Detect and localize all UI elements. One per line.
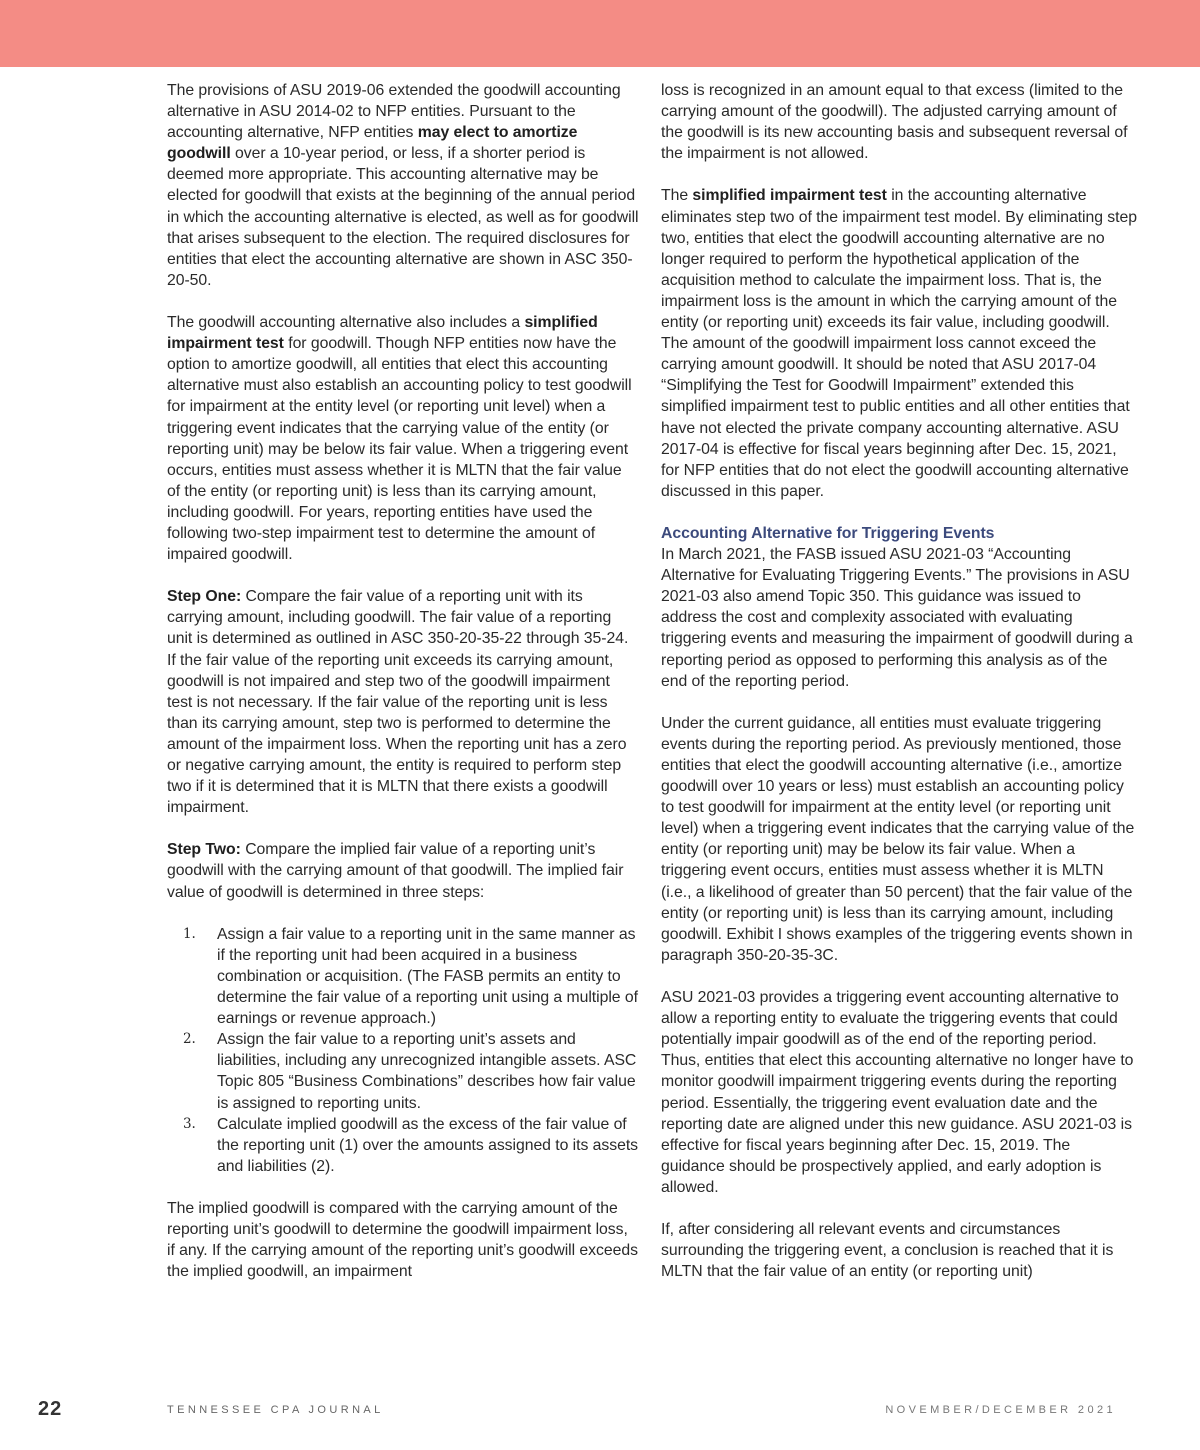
page-number: 22 (38, 1398, 63, 1420)
journal-title: TENNESSEE CPA JOURNAL (167, 1404, 384, 1416)
paragraph: The implied goodwill is compared with the carrying amount of the reporting unit’s goodwill to determine the goodwill impairment loss, if any. If the carrying amount of the reporting unit’s goodwill exceeds the implied goodwill, an impairment (167, 1199, 638, 1281)
paragraph-step-two: Step Two: Compare the implied fair value of a reporting unit’s goodwill with the carrying amount of that goodwill. The implied fair value of goodwill is determined in three steps: (167, 841, 624, 901)
steps-list (167, 924, 639, 1177)
paragraph: The provisions of ASU 2019-06 extended the goodwill accounting alternative in ASU 2014-02 to NFP entities. Pursuant to the accounting alternative, NFP entities may elect to amortize goodwill over a 10-year period, or less, if a shorter period is deemed more appropriate. This accounting alternative may be elected for goodwill that exists at the beginning of the annual period in which the accounting alternative is elected, as well as for goodwill that arises subsequent to the election. The required disclosures for entities that elect the accounting alternative are shown in ASC 350-20-50. (167, 82, 639, 289)
right-column (661, 80, 1137, 1303)
paragraph: In March 2021, the FASB issued ASU 2021-03 “Accounting Alternative for Evaluating Triggering Events.” The provisions in ASU 2021-03 also amend Topic 350. This guidance was issued to address the cost and complexity associated with evaluating triggering events and measuring the impairment of goodwill during a reporting period as opposed to performing this analysis as of the end of the reporting period. (661, 546, 1133, 690)
list-number: 1. (183, 925, 196, 942)
paragraph: ASU 2021-03 provides a triggering event accounting alternative to allow a reporting entity to evaluate the triggering events that could potentially impair goodwill as of the end of the reporting period. Thus, entities that elect this accounting alternative no longer have to monitor goodwill impairment triggering events during the reporting period. Essentially, the triggering event evaluation date and the reporting date are aligned under this new guidance. ASU 2021-03 is effective for fiscal years beginning after Dec. 15, 2019. The guidance should be prospectively applied, and early adoption is allowed. (661, 989, 1134, 1196)
section-heading: Accounting Alternative for Triggering Events (661, 524, 995, 542)
list-item: 3. Calculate implied goodwill as the excess of the fair value of the reporting unit (1) over the amounts assigned to its assets and liabilities (2). (183, 1115, 639, 1175)
list-number: 2. (183, 1031, 196, 1048)
list-item: 1. Assign a fair value to a reporting unit in the same manner as if the reporting unit had been acquired in a business combination or acquisition. (The FASB permits an entity to determine the fair value of a reporting unit using a multiple of earnings or revenue approach.) (183, 925, 638, 1028)
issue-date: NOVEMBER/DECEMBER 2021 (885, 1404, 1116, 1416)
paragraph-step-one: Step One: Compare the fair value of a reporting unit with its carrying amount, including goodwill. The fair value of a reporting unit is determined as outlined in ASC 350-20-35-22 through 35-24. If the fair value of the reporting unit exceeds its carrying amount, goodwill is not impaired and step two of the goodwill impairment test is not necessary. If the fair value of the reporting unit is less than its carrying amount, step two is performed to determine the amount of the impairment loss. When the reporting unit has a zero or negative carrying amount, the entity is required to perform step two if it is determined that it is MLTN that there exists a goodwill impairment. (167, 588, 629, 817)
paragraph: loss is recognized in an amount equal to that excess (limited to the carrying amount of the goodwill). The adjusted carrying amount of the goodwill is its new accounting basis and subsequent reversal of the impairment is not allowed. (661, 82, 1128, 163)
list-number: 3. (183, 1115, 196, 1132)
list-item: 2. Assign the fair value to a reporting unit’s assets and liabilities, including any unrecognized intangible assets. ASC Topic 805 “Business Combinations” describes how fair value is assigned to reporting units. (183, 1031, 637, 1112)
paragraph: If, after considering all relevant events and circumstances surrounding the triggering event, a conclusion is reached that it is MLTN that the fair value of an entity (or reporting unit) (661, 1221, 1114, 1281)
paragraph: The simplified impairment test in the accounting alternative eliminates step two of the impairment test model. By eliminating step two, entities that elect the goodwill accounting alternative are no longer required to perform the hypothetical application of the acquisition method to calculate the impairment loss. That is, the impairment loss is the amount in which the carrying amount of the entity (or reporting unit) exceeds its fair value, including goodwill. The amount of the goodwill impairment loss cannot exceed the carrying amount goodwill. It should be noted that ASU 2017-04 “Simplifying the Test for Goodwill Impairment” extended this simplified impairment test to public entities and all other entities that have not elected the private company accounting alternative. ASU 2017-04 is effective for fiscal years beginning after Dec. 15, 2021, for NFP entities that do not elect the goodwill accounting alternative discussed in this paper. (661, 187, 1137, 500)
paragraph: The goodwill accounting alternative also includes a simplified impairment test for goodwill. Though NFP entities now have the option to amortize goodwill, all entities that elect this accounting alternative must also establish an accounting policy to test goodwill for impairment at the entity level (or reporting unit level) when a triggering event indicates that the carrying value of the entity (or reporting unit) may be below its fair value. When a triggering event occurs, entities must assess whether it is MLTN that the fair value of the entity (or reporting unit) is less than its carrying amount, including goodwill. For years, reporting entities have used the following two-step impairment test to determine the amount of impaired goodwill. (167, 314, 632, 564)
header-color-band (0, 0, 1200, 67)
left-column (167, 80, 639, 1303)
paragraph: Under the current guidance, all entities must evaluate triggering events during the reporting period. As previously mentioned, those entities that elect the goodwill accounting alternative (i.e., amortize goodwill over 10 years or less) must establish an accounting policy to test goodwill for impairment at the entity level (or reporting unit level) when a triggering event indicates that the carrying value of the entity (or reporting unit) may be below its fair value. When a triggering event occurs, entities must assess whether it is MLTN (i.e., a likelihood of greater than 50 percent) that the fair value of the entity (or reporting unit) is less than its carrying amount, including goodwill. Exhibit I shows examples of the triggering events shown in paragraph 350-20-35-3C. (661, 714, 1135, 964)
